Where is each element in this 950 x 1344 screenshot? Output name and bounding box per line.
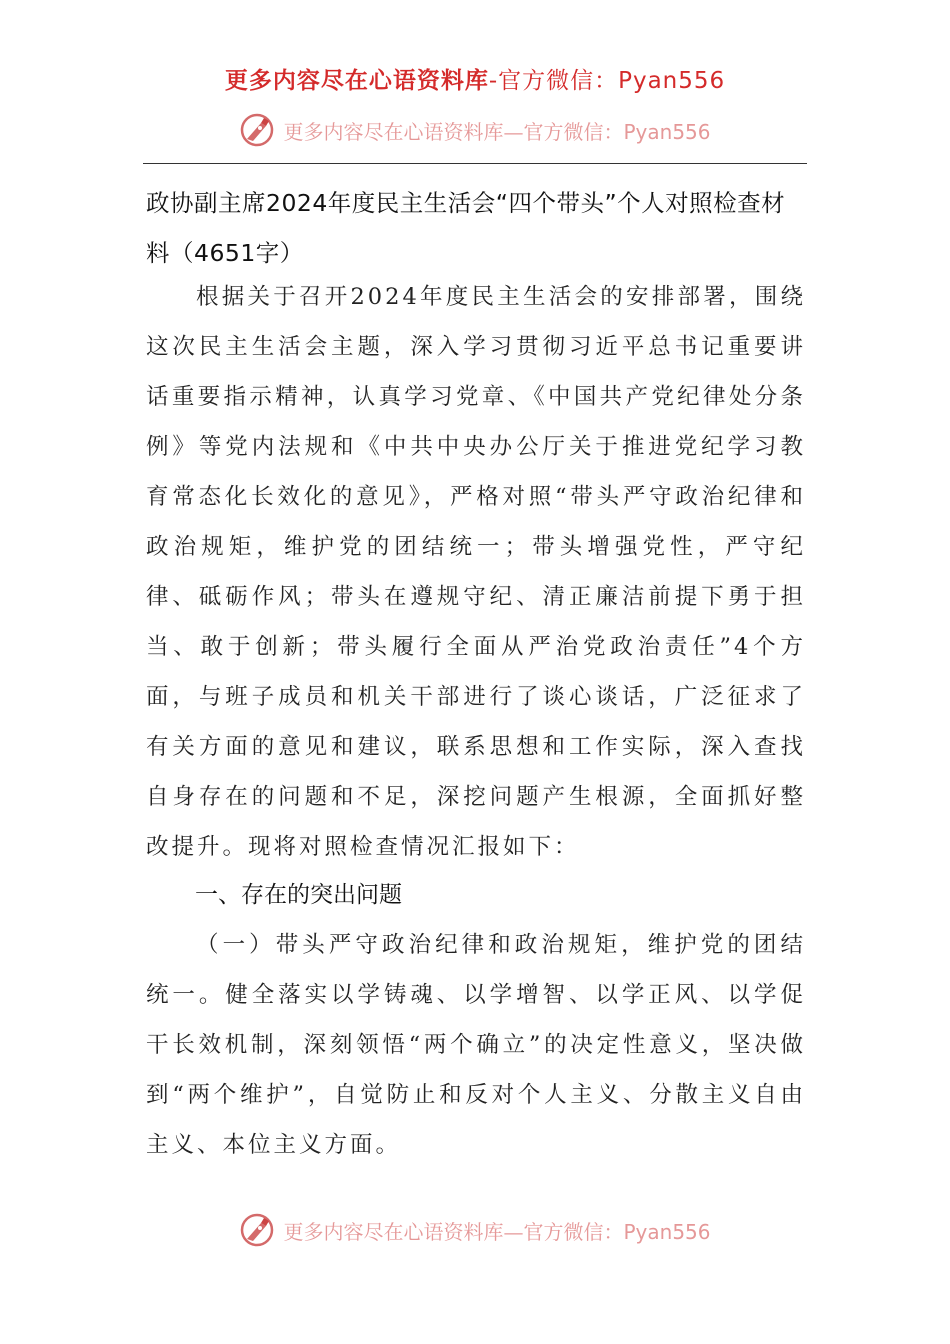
banner-wechat: -官方微信：Pyan556 [488, 68, 726, 94]
document-title: 政协副主席2024年度民主生活会“四个带头”个人对照检查材料（4651字） [146, 189, 786, 267]
top-banner [0, 62, 950, 95]
section-heading: 一、存在的突出问题 [195, 882, 402, 908]
pen-nib-logo-icon [239, 112, 275, 148]
intro-paragraph: 根据关于召开2024年度民主生活会的安排部署，围绕这次民主生活会主题，深入学习贯彻习近平总书记重要讲话重要指示精神，认真学习党章、《中国共产党纪律处分条例》等党内法规和《中共中央办公厅关于推进党纪学习教育常态化长效化的意见》，严格对照“带头严守政治纪律和政治规矩，维护党的团结统一；带头增强党性，严守纪律、砥砺作风；带头在遵规守纪、清正廉洁前提下勇于担当、敢于创新；带头履行全面从严治党政治责任”4个方面，与班子成员和机关干部进行了谈心谈话，广泛征求了有关方面的意见和建议，联系思想和工作实际，深入查找自身存在的问题和不足，深挖问题产生根源，全面抓好整改提升。现将对照检查情况汇报如下： [146, 284, 806, 860]
watermark-text: 更多内容尽在心语资料库—官方微信：Pyan556 [283, 1219, 711, 1244]
footer-watermark [0, 1212, 950, 1248]
body-paragraph: （一）带头严守政治纪律和政治规矩，维护党的团结统一。健全落实以学铸魂、以学增智、以学正风、以学促干长效机制，深刻领悟“两个确立”的决定性意义，坚决做到“两个维护”，自觉防止和反对个人主义、分散主义自由主义、本位主义方面。 [146, 932, 806, 1158]
banner-title: 更多内容尽在心语资料库 [224, 67, 489, 94]
pen-nib-logo-icon [239, 1212, 275, 1248]
header-divider [143, 163, 807, 164]
header-watermark [0, 112, 950, 148]
watermark-text: 更多内容尽在心语资料库—官方微信：Pyan556 [283, 119, 711, 144]
